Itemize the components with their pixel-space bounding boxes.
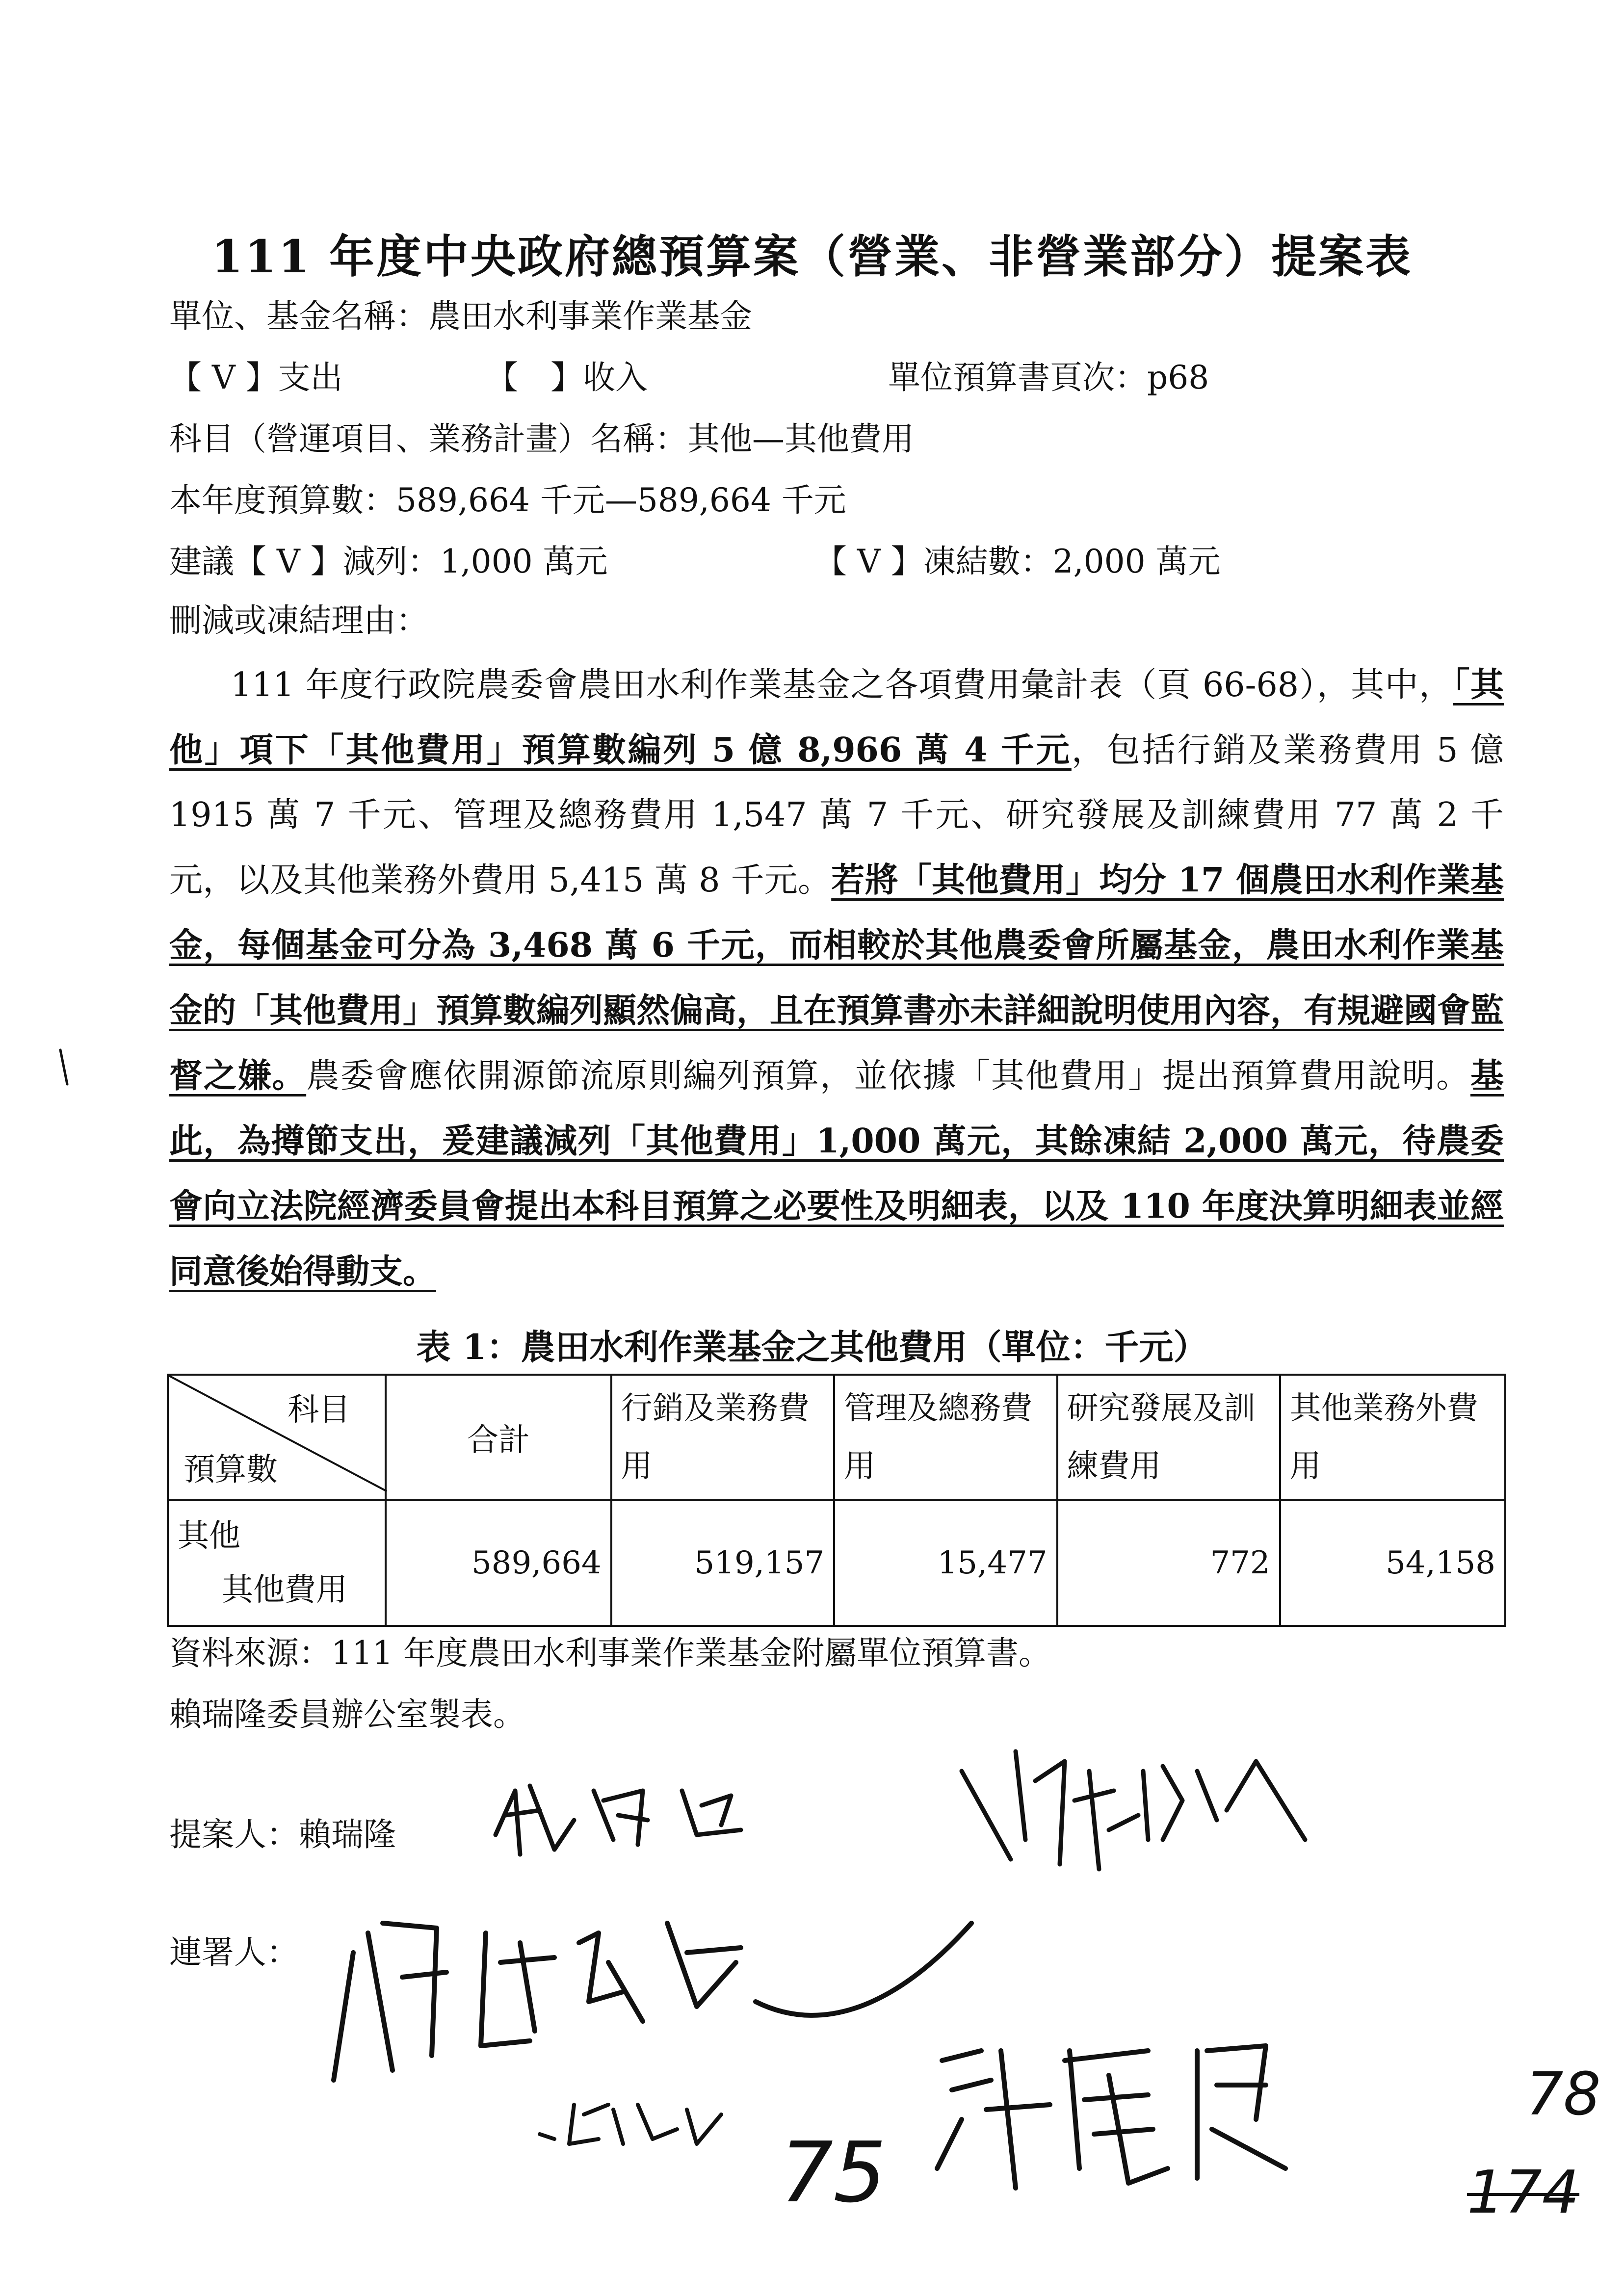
page-reference: 單位預算書頁次：p68 — [888, 359, 1209, 396]
expense-table — [167, 1374, 1506, 1627]
proposer-signature — [486, 1761, 760, 1869]
suggest-freeze: 【 V 】凍結數：2,000 萬元 — [814, 543, 1221, 580]
source-note: 資料來源：111 年度農田水利事業作業基金附屬單位預算書。 — [169, 1634, 1051, 1672]
table-caption: 表 1：農田水利作業基金之其他費用（單位：千元） — [416, 1327, 1208, 1367]
income-checkbox-label: 【 】收入 — [486, 359, 648, 396]
corner-bottom-label: 預算數 — [183, 1452, 278, 1488]
reason-text-1: 111 年度行政院農委會農田水利作業基金之各項費用彙計表（頁 66-68），其中， — [231, 666, 1453, 704]
cosigner-signature-1 — [952, 1742, 1325, 1899]
value-marketing: 519,157 — [611, 1500, 835, 1626]
reason-highlight-3: 基此，為撙節支出，爰建議減列「其他費用」1,000 萬元，其餘凍結 2,000 萬元，待農委會向立法院經濟委員會提出本科目預算之必要性及明細表，以及 110 年度決算明細表並經同意後始得動支。 — [169, 1056, 1504, 1291]
cosigner-signature-2 — [324, 1894, 1011, 2100]
reason-text-2: ，包括行銷及業務費用 5 億 1915 萬 7 千元、管理及總務費用 1,547 萬 7 千元、研究發展及訓練費用 77 萬 2 千元，以及其他業務外費用 5,415 萬 8 千元。 — [169, 731, 1504, 900]
value-admin: 15,477 — [834, 1500, 1057, 1626]
cosigner-signature-4 — [922, 2021, 1325, 2198]
value-total: 589,664 — [386, 1500, 611, 1626]
reason-highlight-1: 「其他」項下「其他費用」預算數編列 5 億 8,966 萬 4 千元 — [169, 665, 1504, 770]
header-non-operating: 其他業務外費用 — [1280, 1375, 1505, 1500]
header-total: 合計 — [386, 1375, 611, 1500]
subject-line: 科目（營運項目、業務計畫）名稱：其他—其他費用 — [169, 420, 914, 458]
budget-line: 本年度預算數：589,664 千元—589,664 千元 — [169, 481, 846, 519]
corner-cell — [168, 1375, 386, 1500]
table-row — [168, 1500, 1505, 1626]
header-marketing: 行銷及業務費用 — [611, 1375, 835, 1500]
suggest-cut: 建議【 V 】減列：1,000 萬元 — [169, 543, 608, 580]
reason-label: 刪減或凍結理由： — [169, 601, 428, 639]
made-by-note: 賴瑞隆委員辦公室製表。 — [169, 1696, 525, 1733]
margin-mark — [56, 1045, 71, 1089]
reason-paragraph — [169, 652, 1504, 1305]
old-page-number: 174 — [1467, 2159, 1580, 2227]
reason-text-3: 農委會應依開源節流原則編列預算，並依據「其他費用」提出預算費用說明。 — [306, 1057, 1470, 1096]
cosigner-signature-3 — [530, 2085, 736, 2154]
cosigners-label: 連署人： — [169, 1933, 299, 1971]
header-research: 研究發展及訓練費用 — [1057, 1375, 1280, 1500]
unit-line: 單位、基金名稱：農田水利事業作業基金 — [169, 297, 752, 335]
table-header-row — [168, 1375, 1505, 1500]
header-admin: 管理及總務費用 — [834, 1375, 1057, 1500]
row-label-cell — [168, 1500, 386, 1626]
row-label-2: 其他費用 — [222, 1572, 347, 1608]
proposer-line: 提案人：賴瑞隆 — [169, 1816, 396, 1853]
corner-top-label: 科目 — [288, 1392, 351, 1428]
page-title: 111 年度中央政府總預算案（營業、非營業部分）提案表 — [211, 230, 1413, 283]
expense-checkbox-label: 【 V 】支出 — [169, 359, 343, 396]
reason-highlight-2: 若將「其他費用」均分 17 個農田水利作業基金，每個基金可分為 3,468 萬 6 千元，而相較於其他農委會所屬基金，農田水利作業基金的「其他費用」預算數編列顯然偏高，且在預算書亦未詳細說明使用內容，有規避國會監督之嫌。 — [169, 861, 1504, 1096]
value-non-operating: 54,158 — [1280, 1500, 1505, 1626]
value-research: 772 — [1057, 1500, 1280, 1626]
row-label-1: 其他 — [178, 1518, 240, 1554]
handwritten-number: 75 — [780, 2124, 887, 2221]
page-number: 78 — [1526, 2061, 1601, 2129]
